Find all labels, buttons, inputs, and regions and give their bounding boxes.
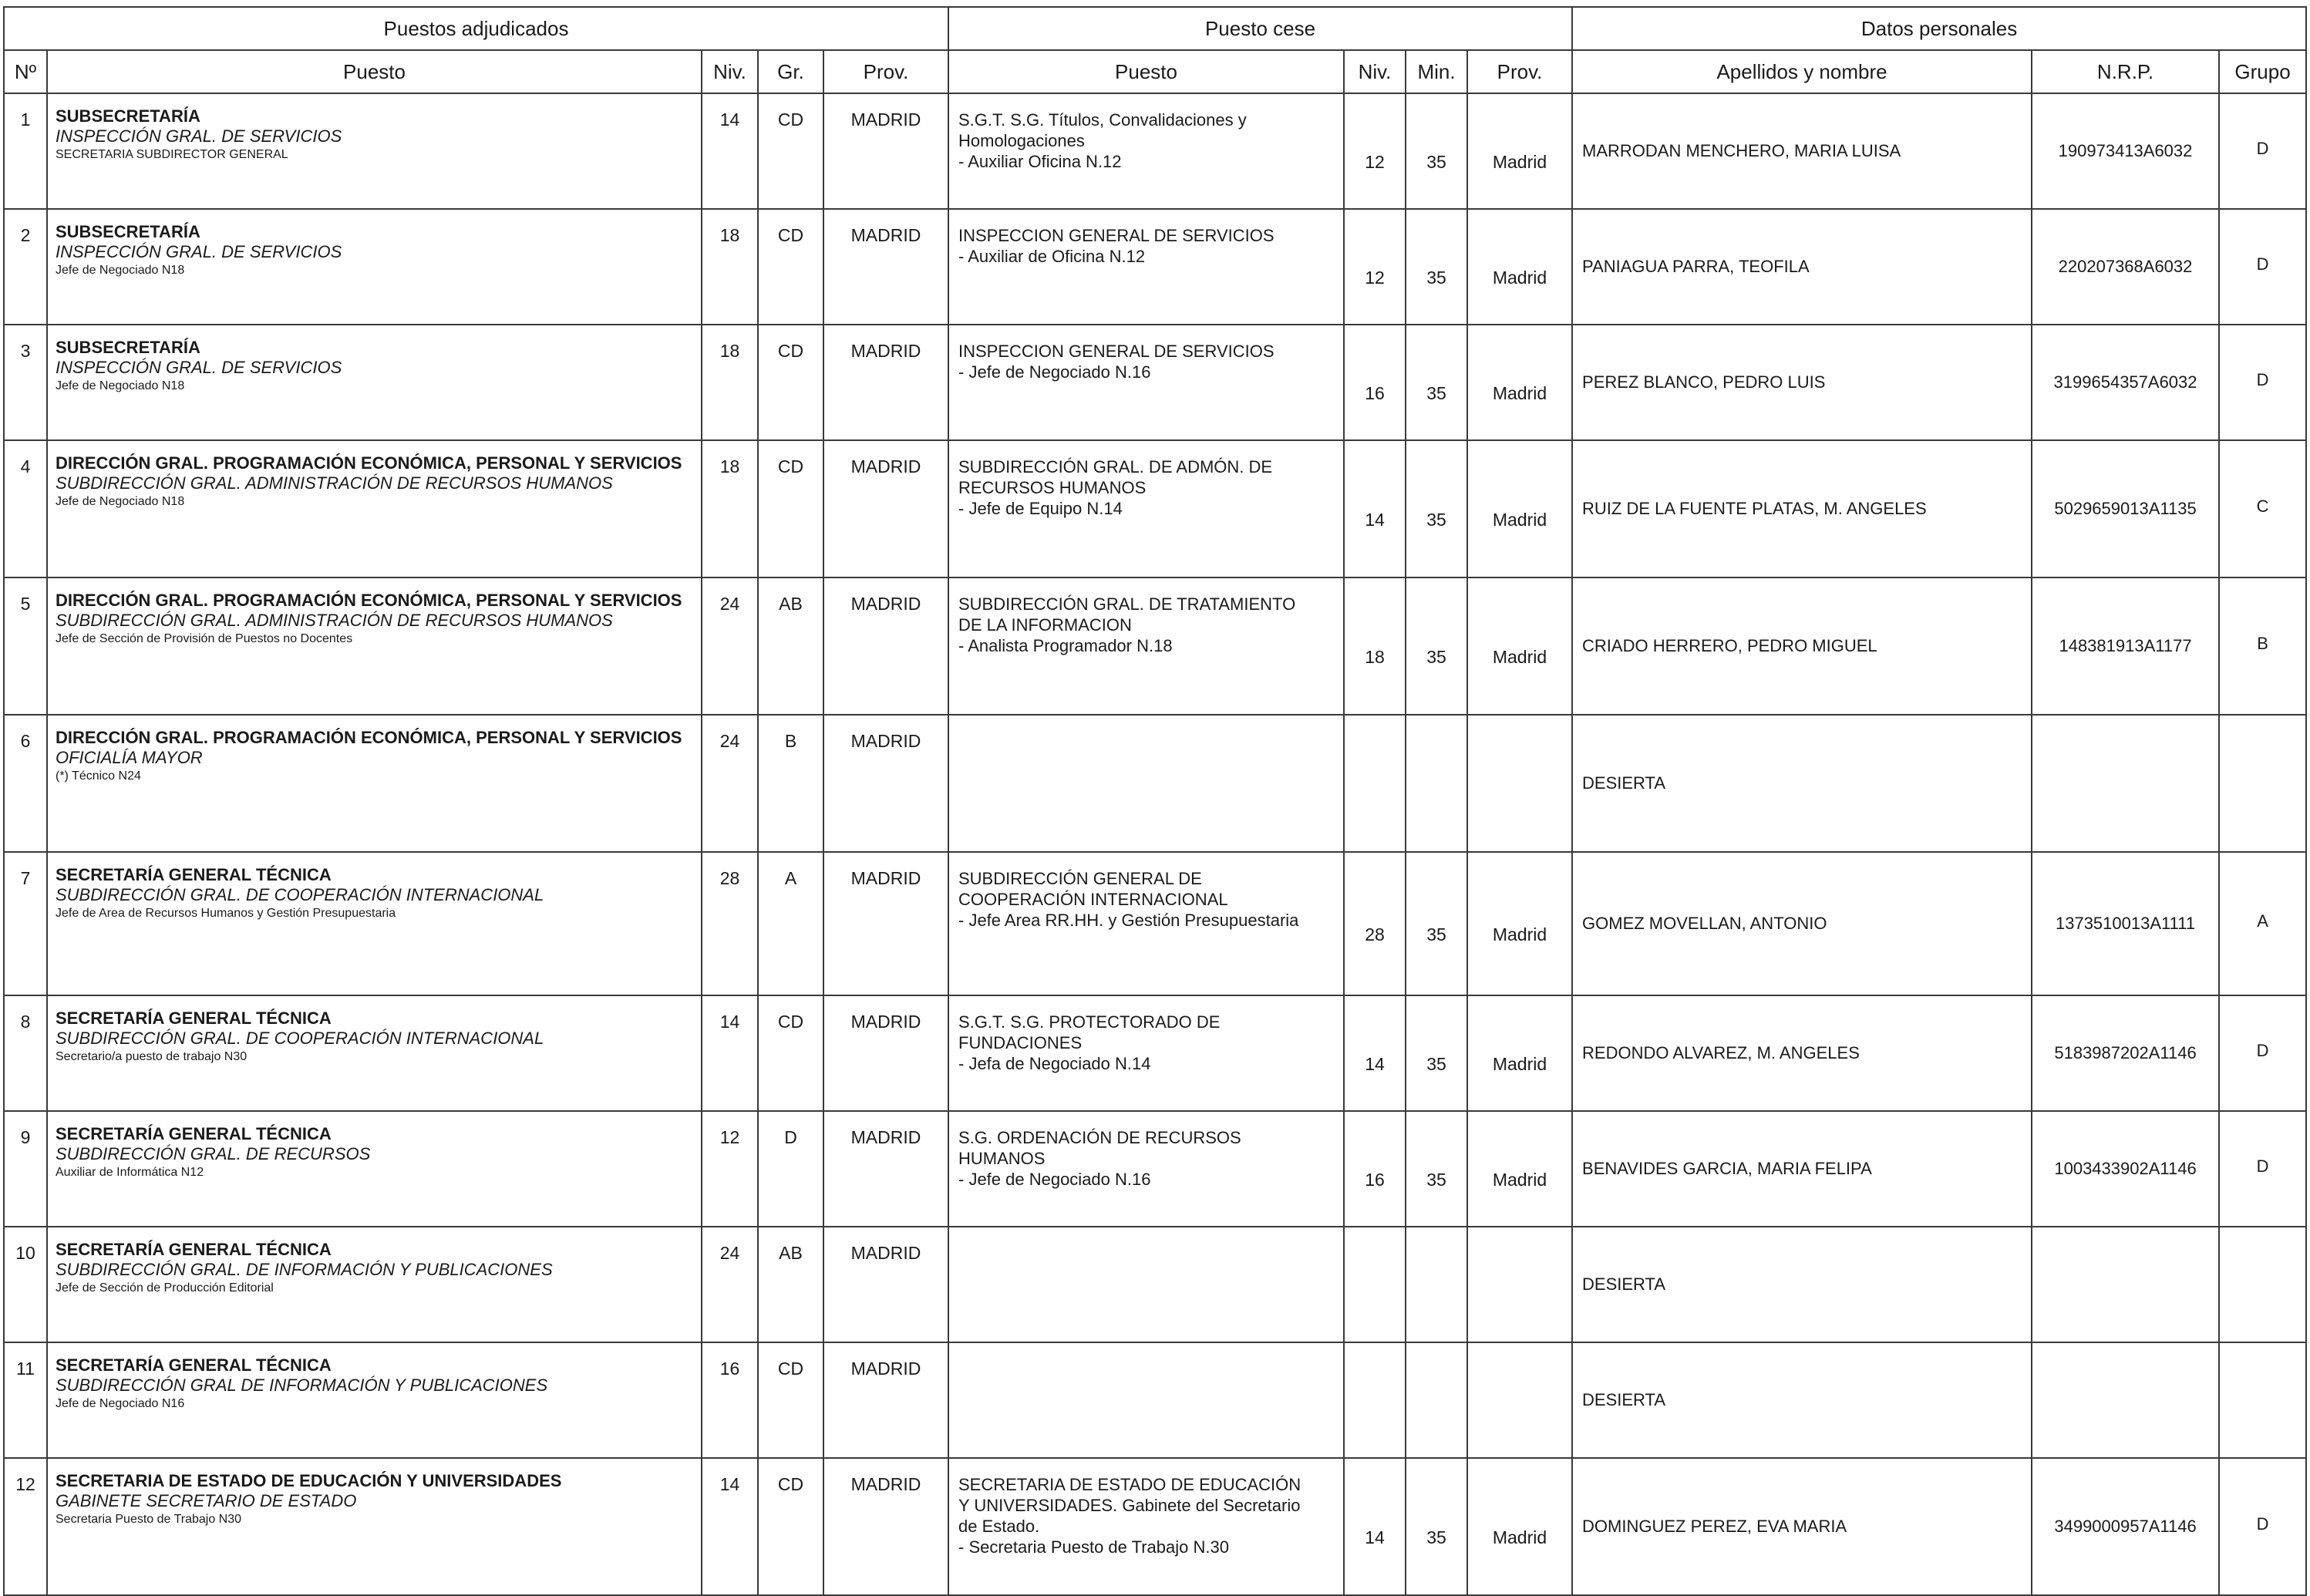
cese-line: S.G.T. S.G. Títulos, Convalidaciones y xyxy=(958,110,1247,130)
centro-directivo: DIRECCIÓN GRAL. PROGRAMACIÓN ECONÓMICA, PERSONAL Y SERVICIOS xyxy=(56,453,682,473)
row-number: 11 xyxy=(4,1342,47,1458)
cese-line: de Estado. xyxy=(958,1517,1040,1536)
header-cese-puesto: Puesto xyxy=(948,50,1344,93)
provincia: MADRID xyxy=(823,93,948,209)
cese-line: - Jefe de Equipo N.14 xyxy=(958,499,1123,518)
row-number: 6 xyxy=(4,715,47,852)
puesto-cell xyxy=(47,440,702,577)
centro-directivo: SECRETARÍA GENERAL TÉCNICA xyxy=(56,1124,332,1143)
cese-minimo xyxy=(1406,1227,1467,1342)
apellidos-nombre: CRIADO HERRERO, PEDRO MIGUEL xyxy=(1572,577,2032,715)
puesto-cese-cell xyxy=(948,1458,1344,1595)
cese-line: - Secretaria Puesto de Trabajo N.30 xyxy=(958,1537,1229,1557)
cese-provincia: Madrid xyxy=(1467,440,1572,577)
cese-nivel: 14 xyxy=(1344,440,1406,577)
header-niv: Niv. xyxy=(702,50,758,93)
nivel: 14 xyxy=(702,93,758,209)
grupo-puesto: CD xyxy=(758,440,823,577)
cese-minimo: 35 xyxy=(1406,325,1467,440)
apellidos-nombre: REDONDO ALVAREZ, M. ANGELES xyxy=(1572,995,2032,1111)
unidad: SUBDIRECCIÓN GRAL DE INFORMACIÓN Y PUBLICACIONES xyxy=(56,1375,548,1395)
apellidos-nombre: DESIERTA xyxy=(1572,1227,2032,1342)
puesto-cese-cell xyxy=(948,852,1344,995)
cese-nivel: 14 xyxy=(1344,995,1406,1111)
provincia: MADRID xyxy=(823,1111,948,1227)
header-puesto: Puesto xyxy=(47,50,702,93)
unidad: INSPECCIÓN GRAL. DE SERVICIOS xyxy=(56,242,342,261)
provincia: MADRID xyxy=(823,995,948,1111)
cese-line: - Analista Programador N.18 xyxy=(958,636,1173,655)
provincia: MADRID xyxy=(823,440,948,577)
centro-directivo: SECRETARÍA GENERAL TÉCNICA xyxy=(56,865,332,884)
cese-nivel: 12 xyxy=(1344,93,1406,209)
grupo-puesto: AB xyxy=(758,577,823,715)
unidad: GABINETE SECRETARIO DE ESTADO xyxy=(56,1491,357,1510)
table-row xyxy=(4,1227,2306,1342)
grupo-puesto: CD xyxy=(758,995,823,1111)
cese-line: COOPERACIÓN INTERNACIONAL xyxy=(958,890,1228,909)
centro-directivo: SUBSECRETARÍA xyxy=(56,338,200,357)
table-row xyxy=(4,1342,2306,1458)
cese-nivel: 16 xyxy=(1344,1111,1406,1227)
row-number: 2 xyxy=(4,209,47,325)
apellidos-nombre: PANIAGUA PARRA, TEOFILA xyxy=(1572,209,2032,325)
cese-line: Y UNIVERSIDADES. Gabinete del Secretario xyxy=(958,1496,1301,1515)
cese-line: S.G. ORDENACIÓN DE RECURSOS xyxy=(958,1128,1241,1147)
puesto-cese-cell xyxy=(948,1342,1344,1458)
nrp-value: 1003433902A1146 xyxy=(2032,1111,2219,1227)
header-cese-min: Min. xyxy=(1406,50,1467,93)
puesto-cese-cell xyxy=(948,325,1344,440)
cese-line: INSPECCION GENERAL DE SERVICIOS xyxy=(958,342,1275,361)
adjudication-table xyxy=(3,6,2307,1596)
puesto-denominacion: Jefe de Sección de Provisión de Puestos no Docentes xyxy=(56,632,353,645)
cese-provincia: Madrid xyxy=(1467,995,1572,1111)
cese-line: - Jefe Area RR.HH. y Gestión Presupuestaria xyxy=(958,911,1299,930)
nivel: 24 xyxy=(702,715,758,852)
centro-directivo: SECRETARÍA GENERAL TÉCNICA xyxy=(56,1240,332,1259)
centro-directivo: SECRETARIA DE ESTADO DE EDUCACIÓN Y UNIVERSIDADES xyxy=(56,1471,562,1490)
grupo-puesto: B xyxy=(758,715,823,852)
grupo-puesto: CD xyxy=(758,93,823,209)
puesto-cell xyxy=(47,1227,702,1342)
cese-line: SUBDIRECCIÓN GRAL. DE ADMÓN. DE xyxy=(958,457,1273,476)
row-number: 5 xyxy=(4,577,47,715)
grupo-puesto: AB xyxy=(758,1227,823,1342)
nrp-value: 190973413A6032 xyxy=(2032,93,2219,209)
cese-nivel xyxy=(1344,1342,1406,1458)
grupo-personal: A xyxy=(2219,852,2306,995)
cese-line: RECURSOS HUMANOS xyxy=(958,478,1147,497)
cese-line: - Auxiliar de Oficina N.12 xyxy=(958,247,1146,266)
puesto-cese-cell xyxy=(948,209,1344,325)
unidad: SUBDIRECCIÓN GRAL. DE COOPERACIÓN INTERNACIONAL xyxy=(56,885,544,904)
puesto-cell xyxy=(47,325,702,440)
unidad: INSPECCIÓN GRAL. DE SERVICIOS xyxy=(56,358,342,377)
grupo-puesto: CD xyxy=(758,1342,823,1458)
nrp-value: 148381913A1177 xyxy=(2032,577,2219,715)
puesto-cell xyxy=(47,577,702,715)
unidad: SUBDIRECCIÓN GRAL. DE COOPERACIÓN INTERNACIONAL xyxy=(56,1029,544,1048)
puesto-denominacion: (*) Técnico N24 xyxy=(56,769,141,783)
table-row xyxy=(4,325,2306,440)
grupo-puesto: CD xyxy=(758,209,823,325)
row-number: 8 xyxy=(4,995,47,1111)
cese-minimo: 35 xyxy=(1406,852,1467,995)
unidad: SUBDIRECCIÓN GRAL. DE INFORMACIÓN Y PUBLICACIONES xyxy=(56,1260,553,1279)
grupo-personal: D xyxy=(2219,93,2306,209)
cese-minimo xyxy=(1406,715,1467,852)
centro-directivo: DIRECCIÓN GRAL. PROGRAMACIÓN ECONÓMICA, PERSONAL Y SERVICIOS xyxy=(56,728,682,747)
nivel: 24 xyxy=(702,1227,758,1342)
grupo-personal: D xyxy=(2219,325,2306,440)
table-body xyxy=(4,93,2306,1595)
puesto-cell xyxy=(47,1342,702,1458)
puesto-cese-cell xyxy=(948,93,1344,209)
nrp-value xyxy=(2032,715,2219,852)
row-number: 1 xyxy=(4,93,47,209)
puesto-cese-cell xyxy=(948,1111,1344,1227)
nivel: 16 xyxy=(702,1342,758,1458)
document-page xyxy=(3,6,2305,1596)
cese-provincia xyxy=(1467,1342,1572,1458)
column-header-row xyxy=(4,50,2306,93)
nivel: 24 xyxy=(702,577,758,715)
nivel: 18 xyxy=(702,325,758,440)
header-nombre: Apellidos y nombre xyxy=(1572,50,2032,93)
provincia: MADRID xyxy=(823,1227,948,1342)
row-number: 10 xyxy=(4,1227,47,1342)
cese-nivel: 14 xyxy=(1344,1458,1406,1595)
cese-provincia: Madrid xyxy=(1467,325,1572,440)
puesto-cell xyxy=(47,1111,702,1227)
puesto-cese-cell xyxy=(948,715,1344,852)
grupo-personal: C xyxy=(2219,440,2306,577)
unidad: OFICIALÍA MAYOR xyxy=(56,748,203,767)
cese-provincia: Madrid xyxy=(1467,1111,1572,1227)
grupo-personal xyxy=(2219,1342,2306,1458)
provincia: MADRID xyxy=(823,209,948,325)
cese-line: FUNDACIONES xyxy=(958,1033,1083,1052)
apellidos-nombre: DOMINGUEZ PEREZ, EVA MARIA xyxy=(1572,1458,2032,1595)
cese-minimo: 35 xyxy=(1406,440,1467,577)
grupo-personal: D xyxy=(2219,995,2306,1111)
apellidos-nombre: PEREZ BLANCO, PEDRO LUIS xyxy=(1572,325,2032,440)
cese-nivel: 12 xyxy=(1344,209,1406,325)
nivel: 14 xyxy=(702,995,758,1111)
cese-line: INSPECCION GENERAL DE SERVICIOS xyxy=(958,226,1275,245)
header-puestos-adjudicados: Puestos adjudicados xyxy=(4,7,948,50)
nrp-value: 5183987202A1146 xyxy=(2032,995,2219,1111)
puesto-cese-cell xyxy=(948,577,1344,715)
nrp-value: 3499000957A1146 xyxy=(2032,1458,2219,1595)
puesto-denominacion: SECRETARIA SUBDIRECTOR GENERAL xyxy=(56,148,288,161)
puesto-denominacion: Jefe de Negociado N18 xyxy=(56,264,185,277)
cese-line: SECRETARIA DE ESTADO DE EDUCACIÓN xyxy=(958,1475,1301,1494)
nrp-value: 220207368A6032 xyxy=(2032,209,2219,325)
cese-line: - Jefe de Negociado N.16 xyxy=(958,1170,1151,1189)
cese-minimo: 35 xyxy=(1406,209,1467,325)
unidad: INSPECCIÓN GRAL. DE SERVICIOS xyxy=(56,126,342,146)
apellidos-nombre: DESIERTA xyxy=(1572,715,2032,852)
provincia: MADRID xyxy=(823,1342,948,1458)
puesto-denominacion: Secretario/a puesto de trabajo N30 xyxy=(56,1050,248,1063)
table-row xyxy=(4,577,2306,715)
header-no: Nº xyxy=(4,50,47,93)
cese-line: Homologaciones xyxy=(958,131,1085,150)
table-row xyxy=(4,1111,2306,1227)
puesto-cell xyxy=(47,209,702,325)
grupo-puesto: D xyxy=(758,1111,823,1227)
header-prov: Prov. xyxy=(823,50,948,93)
puesto-denominacion: Jefe de Area de Recursos Humanos y Gestión Presupuestaria xyxy=(56,907,396,920)
cese-provincia: Madrid xyxy=(1467,93,1572,209)
grupo-personal: D xyxy=(2219,209,2306,325)
nrp-value xyxy=(2032,1342,2219,1458)
centro-directivo: SECRETARÍA GENERAL TÉCNICA xyxy=(56,1008,332,1028)
centro-directivo: SECRETARÍA GENERAL TÉCNICA xyxy=(56,1355,332,1375)
cese-line: DE LA INFORMACION xyxy=(958,615,1132,635)
table-row xyxy=(4,852,2306,995)
centro-directivo: DIRECCIÓN GRAL. PROGRAMACIÓN ECONÓMICA, PERSONAL Y SERVICIOS xyxy=(56,591,682,610)
cese-nivel xyxy=(1344,715,1406,852)
group-header-row xyxy=(4,7,2306,50)
header-gr: Gr. xyxy=(758,50,823,93)
row-number: 12 xyxy=(4,1458,47,1595)
nivel: 12 xyxy=(702,1111,758,1227)
nrp-value: 3199654357A6032 xyxy=(2032,325,2219,440)
cese-provincia xyxy=(1467,715,1572,852)
unidad: SUBDIRECCIÓN GRAL. ADMINISTRACIÓN DE RECURSOS HUMANOS xyxy=(56,611,613,630)
provincia: MADRID xyxy=(823,852,948,995)
apellidos-nombre: GOMEZ MOVELLAN, ANTONIO xyxy=(1572,852,2032,995)
provincia: MADRID xyxy=(823,577,948,715)
header-puesto-cese: Puesto cese xyxy=(948,7,1572,50)
apellidos-nombre: BENAVIDES GARCIA, MARIA FELIPA xyxy=(1572,1111,2032,1227)
nivel: 14 xyxy=(702,1458,758,1595)
grupo-puesto: A xyxy=(758,852,823,995)
header-cese-niv: Niv. xyxy=(1344,50,1406,93)
grupo-personal: B xyxy=(2219,577,2306,715)
table-row xyxy=(4,715,2306,852)
puesto-cell xyxy=(47,715,702,852)
cese-line: S.G.T. S.G. PROTECTORADO DE xyxy=(958,1012,1221,1032)
provincia: MADRID xyxy=(823,325,948,440)
puesto-denominacion: Auxiliar de Informática N12 xyxy=(56,1166,204,1179)
nivel: 18 xyxy=(702,440,758,577)
puesto-denominacion: Jefe de Negociado N16 xyxy=(56,1397,185,1410)
puesto-cell xyxy=(47,995,702,1111)
puesto-cell xyxy=(47,852,702,995)
table-row xyxy=(4,93,2306,209)
cese-minimo: 35 xyxy=(1406,995,1467,1111)
cese-provincia: Madrid xyxy=(1467,852,1572,995)
nrp-value xyxy=(2032,1227,2219,1342)
row-number: 3 xyxy=(4,325,47,440)
puesto-denominacion: Secretaria Puesto de Trabajo N30 xyxy=(56,1513,242,1526)
cese-nivel: 16 xyxy=(1344,325,1406,440)
centro-directivo: SUBSECRETARÍA xyxy=(56,222,200,241)
puesto-cell xyxy=(47,93,702,209)
grupo-personal xyxy=(2219,715,2306,852)
nivel: 28 xyxy=(702,852,758,995)
centro-directivo: SUBSECRETARÍA xyxy=(56,106,200,126)
row-number: 7 xyxy=(4,852,47,995)
header-datos-personales: Datos personales xyxy=(1572,7,2306,50)
table-row xyxy=(4,209,2306,325)
header-grupo: Grupo xyxy=(2219,50,2306,93)
cese-provincia: Madrid xyxy=(1467,1458,1572,1595)
row-number: 4 xyxy=(4,440,47,577)
cese-line: HUMANOS xyxy=(958,1149,1046,1168)
puesto-cell xyxy=(47,1458,702,1595)
header-cese-prov: Prov. xyxy=(1467,50,1572,93)
cese-minimo: 35 xyxy=(1406,577,1467,715)
grupo-personal: D xyxy=(2219,1111,2306,1227)
provincia: MADRID xyxy=(823,715,948,852)
cese-nivel xyxy=(1344,1227,1406,1342)
cese-nivel: 28 xyxy=(1344,852,1406,995)
puesto-cese-cell xyxy=(948,440,1344,577)
grupo-puesto: CD xyxy=(758,325,823,440)
header-nrp: N.R.P. xyxy=(2032,50,2219,93)
row-number: 9 xyxy=(4,1111,47,1227)
cese-provincia: Madrid xyxy=(1467,209,1572,325)
cese-minimo: 35 xyxy=(1406,93,1467,209)
nrp-value: 1373510013A1111 xyxy=(2032,852,2219,995)
cese-minimo xyxy=(1406,1342,1467,1458)
apellidos-nombre: DESIERTA xyxy=(1572,1342,2032,1458)
cese-line: SUBDIRECCIÓN GENERAL DE xyxy=(958,869,1202,888)
cese-minimo: 35 xyxy=(1406,1458,1467,1595)
unidad: SUBDIRECCIÓN GRAL. ADMINISTRACIÓN DE RECURSOS HUMANOS xyxy=(56,473,613,493)
table-row xyxy=(4,1458,2306,1595)
grupo-puesto: CD xyxy=(758,1458,823,1595)
unidad: SUBDIRECCIÓN GRAL. DE RECURSOS xyxy=(56,1144,371,1163)
nrp-value: 5029659013A1135 xyxy=(2032,440,2219,577)
table-row xyxy=(4,440,2306,577)
puesto-cese-cell xyxy=(948,995,1344,1111)
apellidos-nombre: RUIZ DE LA FUENTE PLATAS, M. ANGELES xyxy=(1572,440,2032,577)
cese-provincia: Madrid xyxy=(1467,577,1572,715)
table-row xyxy=(4,995,2306,1111)
puesto-denominacion: Jefe de Negociado N18 xyxy=(56,379,185,392)
grupo-personal: D xyxy=(2219,1458,2306,1595)
puesto-cese-cell xyxy=(948,1227,1344,1342)
cese-line: - Jefa de Negociado N.14 xyxy=(958,1054,1151,1073)
cese-minimo: 35 xyxy=(1406,1111,1467,1227)
cese-provincia xyxy=(1467,1227,1572,1342)
cese-nivel: 18 xyxy=(1344,577,1406,715)
nivel: 18 xyxy=(702,209,758,325)
apellidos-nombre: MARRODAN MENCHERO, MARIA LUISA xyxy=(1572,93,2032,209)
cese-line: SUBDIRECCIÓN GRAL. DE TRATAMIENTO xyxy=(958,594,1296,614)
cese-line: - Jefe de Negociado N.16 xyxy=(958,362,1151,382)
puesto-denominacion: Jefe de Sección de Producción Editorial xyxy=(56,1281,274,1295)
provincia: MADRID xyxy=(823,1458,948,1595)
puesto-denominacion: Jefe de Negociado N18 xyxy=(56,495,185,508)
cese-line: - Auxiliar Oficina N.12 xyxy=(958,152,1122,171)
grupo-personal xyxy=(2219,1227,2306,1342)
